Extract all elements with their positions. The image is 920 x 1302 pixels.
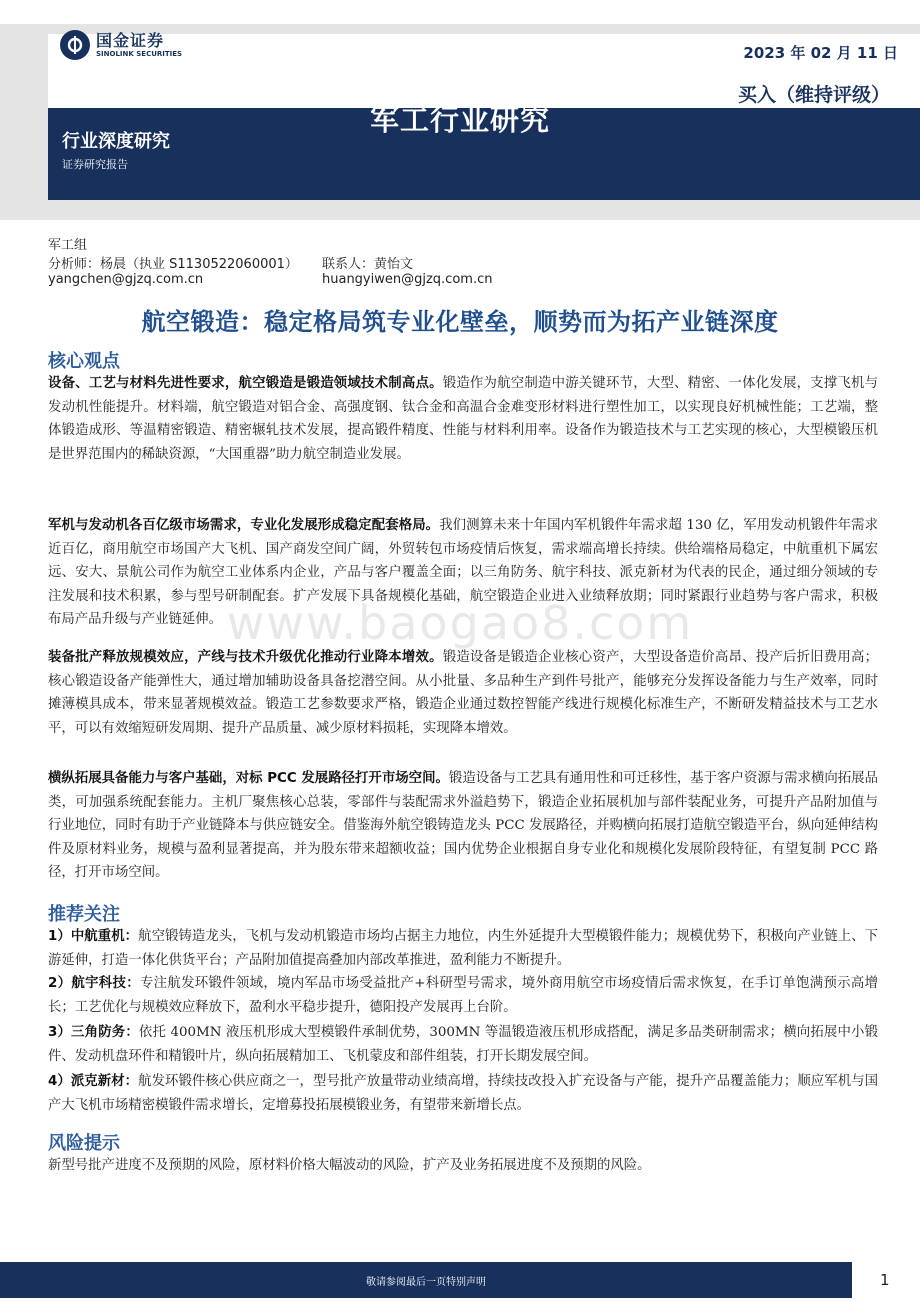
logo-name-cn: 国金证券: [96, 30, 165, 50]
rating: 买入（维持评级）: [737, 84, 890, 106]
section-recommendations: 推荐关注: [48, 904, 120, 925]
core-paragraph-2: 军机与发动机各百亿级市场需求，专业化发展形成稳定配套格局。我们测算未来十年国内军机锻件年需求超 130 亿，军用发动机锻件年需求近百亿，商用航空市场国产大飞机、国产商发空间广阔，外贸转包市场疫情后恢复，需求端高增长持续。供给端格局稳定，中航重机下属宏远、安大、景航公司作为航空工业体系内企业，产品与客户覆盖全面；以三角防务、航宇科技、派克新材为代表的民企，通过细分领域的专注发展和技术积累，参与型号研制配套。扩产发展下具备规模化基础，航空锻造企业进入业绩释放期；同时紧跟行业趋势与客户需求，积极布局产品升级与产业链延伸。: [48, 518, 878, 628]
recommend-item-4: 4）派克新材：航发环锻件核心供应商之一，型号批产放量带动业绩高增，持续技改投入扩充设备与产能，提升产品覆盖能力；顺应军机与国产大飞机市场精密模锻件需求增长，定增募投拓展模锻业务，有望带来新增长点。: [48, 1074, 878, 1113]
recommend-item-2: 2）航宇科技：专注航发环锻件领域，境内军品市场受益批产+科研型号需求，境外商用航空市场疫情后需求恢复，在手订单饱满预示高增长；工艺优化与规模效应释放下，盈利水平稳步提升，德阳投产发展再上台阶。: [48, 976, 878, 1015]
core-paragraph-4: 横纵拓展具备能力与客户基础，对标 PCC 发展路径打开市场空间。锻造设备与工艺具有通用性和可迁移性，基于客户资源与需求横向拓展品类，可加强系统配套能力。主机厂聚焦核心总装，零部件与装配需求外溢趋势下，锻造企业拓展机加与部件装配业务，可提升产品附加值与行业地位，同时有助于产业链降本与供应链安全。借鉴海外航空锻铸造龙头 PCC 发展路径，并购横向拓展打造航空锻造平台，纵向延伸结构件及原材料业务，规模与盈利显著提高，并为股东带来超额收益；国内优势企业根据自身专业化和规模化发展阶段特征，有望复制 PCC 路径，打开市场空间。: [48, 771, 879, 881]
report-type: 行业深度研究: [62, 131, 170, 152]
report-title: 航空锻造：稳定格局筑专业化壁垒，顺势而为拓产业链深度: [141, 308, 779, 336]
logo-mark-icon: [60, 30, 90, 60]
core-paragraph-3: 装备批产释放规模效应，产线与技术升级优化推动行业降本增效。锻造设备是锻造企业核心资产，大型设备造价高昂、投产后折旧费用高；核心锻造设备产能弹性大，通过增加辅助设备具备挖潜空间。从小批量、多品种生产到件号批产，能够充分发挥设备能力与生产效率，同时摊薄模具成本，带来显著规模效益。锻造工艺参数要求严格，锻造企业通过数控智能产线进行规模化标准生产，不断研发精益技术与工艺水平，可以有效缩短研发周期、提升产品质量、减少原材料损耗，实现降本增效。: [48, 650, 879, 736]
contact-email[interactable]: huangyiwen@gjzq.com.cn: [322, 272, 493, 287]
watermark: www.baogao8.com: [226, 596, 694, 650]
risk-text: 新型号批产进度不及预期的风险，原材料价格大幅波动的风险，扩产及业务拓展进度不及预期的风险。: [48, 1158, 651, 1173]
analyst-name: 分析师：杨晨（执业 S1130522060001）: [48, 257, 298, 272]
section-risks: 风险提示: [48, 1133, 120, 1154]
analyst-group: 军工组: [48, 238, 88, 253]
report-subtype: 证券研究报告: [62, 158, 128, 171]
analyst-email[interactable]: yangchen@gjzq.com.cn: [48, 272, 204, 287]
report-date: 2023 年 02 月 11 日: [743, 44, 898, 62]
recommend-item-1: 1）中航重机：航空锻铸造龙头，飞机与发动机锻造市场均占据主力地位，内生外延提升大型模锻件能力；规模优势下，积极向产业链上、下游延伸，打造一体化供货平台；产品附加值提高叠加内部改革推进，盈利能力不断提升。: [48, 929, 878, 968]
contact-name: 联系人：黄怡文: [322, 257, 414, 272]
recommend-item-3: 3）三角防务：依托 400MN 液压机形成大型模锻件承制优势，300MN 等温锻造液压机形成搭配，满足多品类研制需求；横向拓展中小锻件、发动机盘环件和精锻叶片，纵向拓展精加工、飞机蒙皮和部件组装，打开长期发展空间。: [48, 1025, 878, 1064]
core-paragraph-1: 设备、工艺与材料先进性要求，航空锻造是锻造领域技术制高点。锻造作为航空制造中游关键环节，大型、精密、一体化发展，支撑飞机与发动机性能提升。材料端，航空锻造对铝合金、高强度钢、钛合金和高温合金难变形材料进行塑性加工，以实现良好机械性能；工艺端，整体锻造成形、等温精密锻造、精密辗轧技术发展，提高锻件精度、性能与材料利用率。设备作为锻造技术与工艺实现的核心，大型模锻压机是世界范围内的稀缺资源，“大国重器”助力航空制造业发展。: [48, 376, 879, 462]
logo-name-en: SINOLINK SECURITIES: [96, 49, 183, 58]
footer-disclaimer-note[interactable]: 敬请参阅最后一页特别声明: [366, 1277, 486, 1288]
page-number: 1: [880, 1271, 890, 1289]
industry-title: 军工行业研究: [369, 103, 550, 137]
section-core-views: 核心观点: [48, 351, 120, 372]
company-logo: [60, 30, 182, 60]
